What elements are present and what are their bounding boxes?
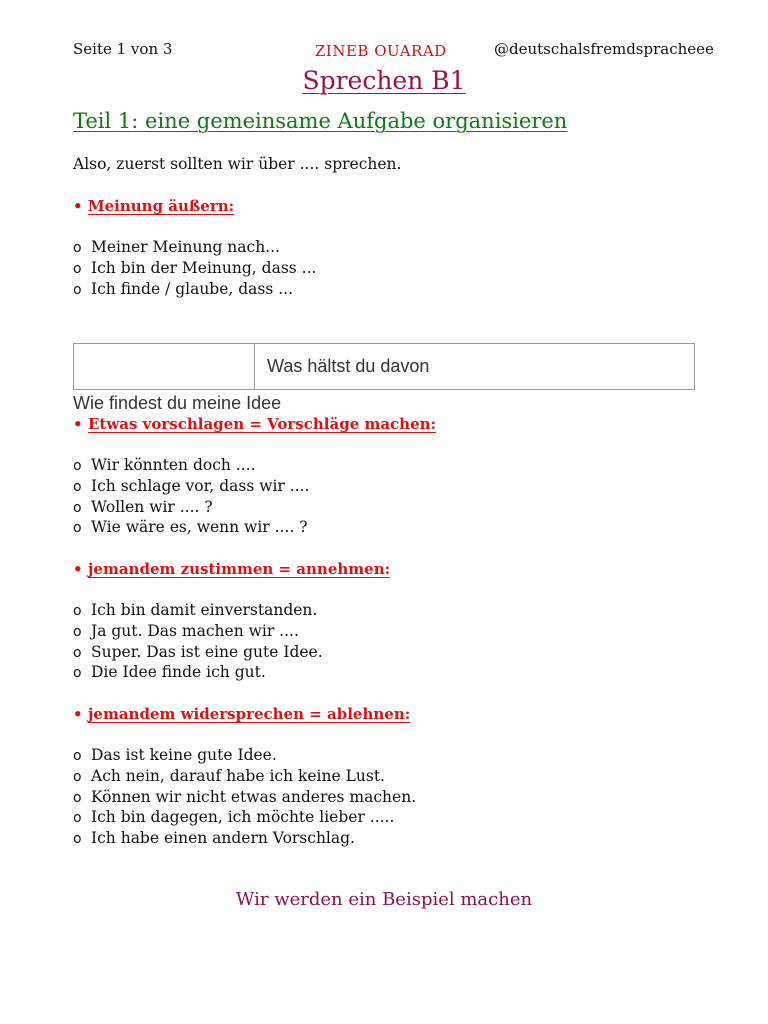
list-vorschlagen [73, 455, 309, 538]
list-item-text: Ich bin dagegen, ich möchte lieber ..... [91, 808, 395, 827]
list-marker: o [73, 623, 82, 640]
page-number: Seite 1 von 3 [73, 40, 173, 58]
list-item-text: Ich bin der Meinung, dass ... [91, 258, 317, 277]
phrase-table [73, 343, 695, 390]
list-marker: o [73, 831, 82, 848]
section-title: Teil 1: eine gemeinsame Aufgabe organisieren [73, 109, 568, 133]
list-item-text: Wir könnten doch .... [91, 456, 256, 474]
list-item [73, 517, 309, 538]
list-item [73, 279, 316, 300]
bullet-icon: • [73, 705, 83, 723]
list-marker: o [73, 478, 82, 495]
list-marker: o [73, 458, 82, 474]
list-marker: o [73, 240, 82, 256]
list-item-text: Meiner Meinung nach... [91, 238, 280, 256]
list-marker: o [73, 281, 82, 298]
list-item [73, 787, 416, 808]
list-item [73, 807, 416, 828]
heading-text: Meinung äußern: [88, 197, 235, 215]
bullet-icon: • [73, 560, 83, 578]
list-marker: o [73, 748, 82, 764]
heading-text: Etwas vorschlagen = Vorschläge machen: [88, 415, 437, 433]
footer-note: Wir werden ein Beispiel machen [235, 889, 533, 910]
heading-widersprechen [73, 705, 410, 723]
list-item [73, 258, 316, 279]
heading-text: jemandem zustimmen = annehmen: [88, 560, 391, 578]
list-item [73, 497, 309, 518]
author-name: ZINEB OUARAD [315, 42, 447, 60]
idea-question: Wie findest du meine Idee [73, 393, 282, 413]
bullet-icon: • [73, 197, 83, 215]
page-title-text: Sprechen B1 [302, 66, 466, 95]
list-item-text: Ja gut. Das machen wir .... [91, 621, 299, 640]
list-item [73, 237, 316, 258]
list-item-text: Ich bin damit einverstanden. [91, 601, 318, 619]
table-cell-question: Was hältst du davon [255, 344, 695, 390]
heading-meinung [73, 197, 234, 215]
list-item [73, 642, 323, 663]
list-marker: o [73, 768, 82, 785]
list-item-text: Ich habe einen andern Vorschlag. [91, 829, 355, 848]
page-title [0, 66, 768, 95]
heading-zustimmen [73, 560, 390, 578]
list-item [73, 455, 309, 476]
list-item-text: Ich finde / glaube, dass ... [91, 279, 294, 298]
list-widersprechen [73, 745, 416, 849]
list-item [73, 828, 416, 849]
list-zustimmen [73, 600, 323, 683]
heading-text: jemandem widersprechen = ablehnen: [88, 705, 411, 723]
social-handle: @deutschalsfremdspracheee [494, 40, 714, 58]
list-marker: o [73, 789, 82, 806]
list-item [73, 476, 309, 497]
table-row [74, 344, 695, 390]
list-item [73, 600, 323, 621]
list-item [73, 621, 323, 642]
list-item-text: Können wir nicht etwas anderes machen. [91, 787, 417, 806]
intro-text: Also, zuerst sollten wir über .... sprechen. [73, 155, 402, 173]
list-item-text: Ach nein, darauf habe ich keine Lust. [91, 766, 385, 785]
list-item-text: Ich schlage vor, dass wir .... [91, 476, 310, 495]
bullet-icon: • [73, 415, 83, 433]
list-marker: o [73, 603, 82, 619]
list-item-text: Die Idee finde ich gut. [91, 663, 266, 682]
list-marker: o [73, 520, 82, 537]
list-item-text: Wie wäre es, wenn wir .... ? [91, 518, 308, 537]
table-cell-empty [74, 344, 255, 390]
list-item-text: Super. Das ist eine gute Idee. [91, 642, 323, 661]
list-marker: o [73, 644, 82, 661]
heading-vorschlagen [73, 415, 436, 433]
list-item-text: Das ist keine gute Idee. [91, 746, 277, 764]
list-meinung [73, 237, 316, 299]
list-marker: o [73, 499, 82, 516]
list-marker: o [73, 810, 82, 827]
list-item [73, 766, 416, 787]
list-marker: o [73, 665, 82, 682]
list-item [73, 745, 416, 766]
list-item [73, 662, 323, 683]
list-item-text: Wollen wir .... ? [91, 497, 213, 516]
list-marker: o [73, 260, 82, 277]
